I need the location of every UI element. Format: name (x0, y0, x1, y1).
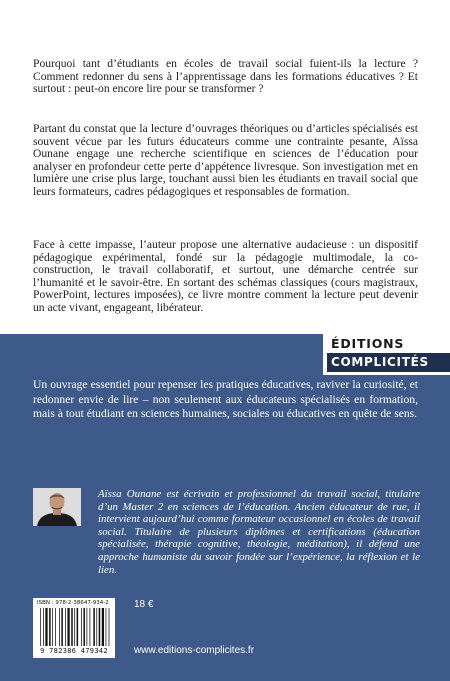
publisher-name-line-2: COMPLICITÉS (327, 353, 450, 372)
opening-questions: Pourquoi tant d’étudiants en écoles de travail social fuient-ils la lecture ? Comment redonner du sens à l’apprentissage dans les formations éducatives ? Et surtout : peut-on encore lire pour se transformer ? (33, 57, 418, 96)
publisher-name-line-1: ÉDITIONS (327, 336, 450, 352)
barcode-area (33, 598, 115, 658)
summary-paragraph-1: Partant du constat que la lecture d’ouvrages théoriques ou d’articles spécialisés est souvent vécue par les futurs éducateurs comme une contrainte pesante, Aïssa Ounane engage une recherche scientifique en sciences de l’éducation pour analyser en profondeur cette perte d’appétence livresque. Son investigation met en lumière une crise plus large, touchant aussi bien les étudiants en travail social que leurs formateurs, cadres pédagogiques et responsables de formation. (33, 122, 418, 198)
price: 18 € (134, 599, 154, 610)
author-portrait-image (33, 488, 81, 526)
top-white-section (0, 0, 450, 334)
publisher-logo (323, 333, 450, 375)
barcode-digits: 9 782386 479342 (40, 647, 108, 655)
author-bio: Aïssa Ounane est écrivain et professionnel du travail social, titulaire d’un Master 2 en sciences de l’éducation. Ancien éducateur de rue, il intervient aujourd’hui comme formateur occasionnel en écoles de travail social. Titulaire de plusieurs diplômes et certifications (éducation spécialisée, thérapie cognitive, théologie, méditation), il défend une approche humaniste du savoir fondée sur l’expérience, la réflexion et le lien. (98, 488, 420, 576)
barcode-image (39, 608, 111, 648)
isbn-label: ISBN : 978-2-38647-934-2 (37, 600, 109, 606)
summary-paragraph-2: Face à cette impasse, l’auteur propose une alternative audacieuse : un dispositif pédagogique expérimental, fondé sur la pédagogie multimodale, la co-construction, le travail collaboratif, et surtout, une démarche centrée sur l’humanité et le savoir-être. En sortant des schémas classiques (cours magistraux, PowerPoint, lectures imposées), ce livre montre comment la lecture peut devenir un acte vivant, engageant, libérateur. (33, 238, 418, 314)
publisher-website: www.editions-complicites.fr (134, 645, 255, 656)
author-photo (33, 488, 81, 526)
book-blurb: Un ouvrage essentiel pour repenser les pratiques éducatives, raviver la curiosité, et redonner envie de lire – non seulement aux éducateurs spécialisés en formation, mais à tout étudiant en sciences humaines, sociales ou éducatives en quête de sens. (33, 378, 418, 420)
